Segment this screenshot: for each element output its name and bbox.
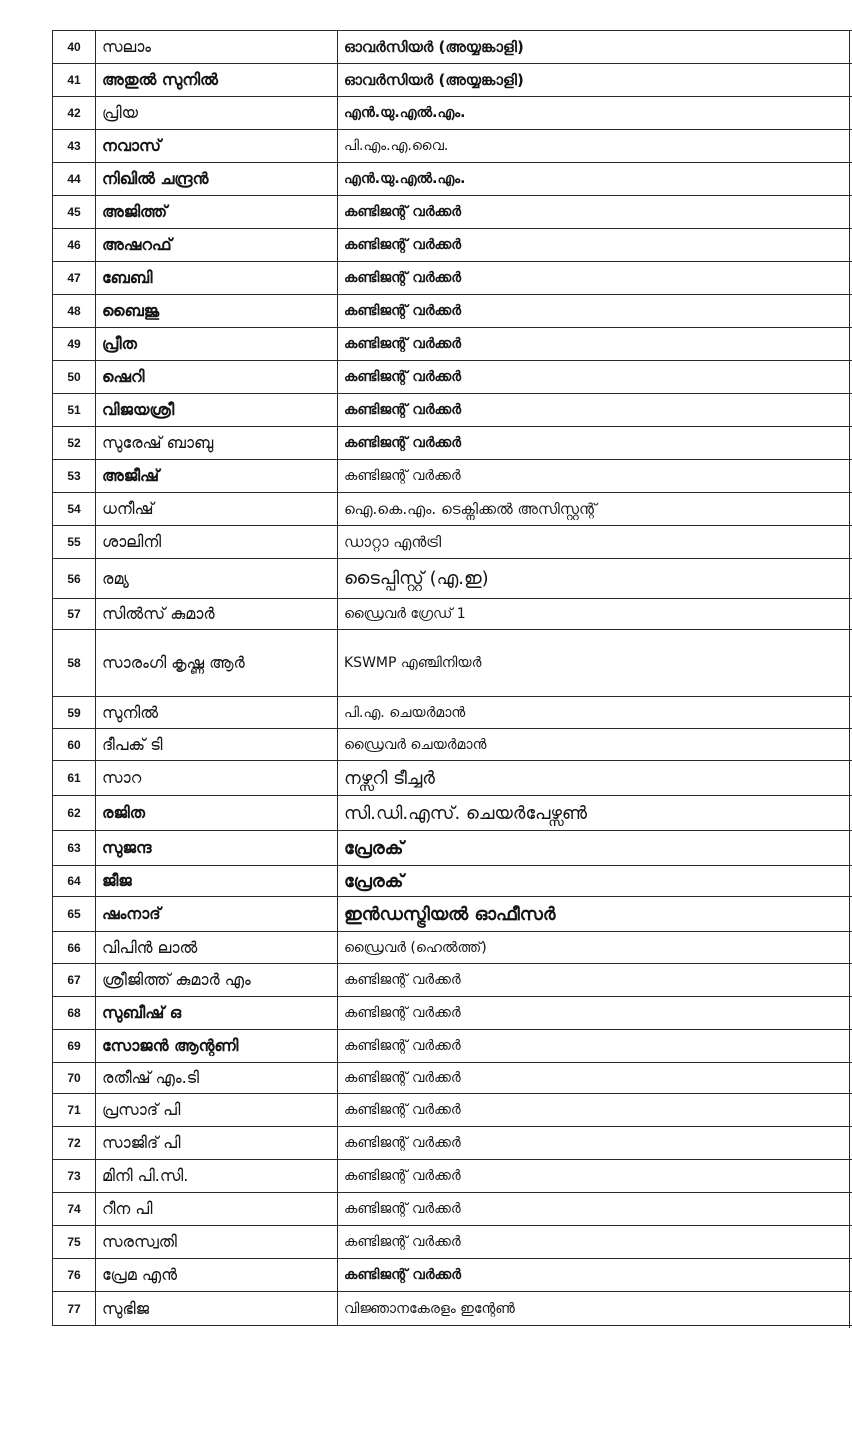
staff-designation: കണ്ടിജന്റ് വർക്കർ <box>338 964 852 997</box>
staff-roster-table <box>52 30 852 1326</box>
serial-number: 55 <box>53 526 96 559</box>
table-row <box>53 493 852 526</box>
serial-number: 59 <box>53 697 96 729</box>
serial-number: 48 <box>53 295 96 328</box>
table-row <box>53 964 852 997</box>
staff-designation: കണ്ടിജന്റ് വർക്കർ <box>338 328 852 361</box>
staff-name: പ്രസാദ് പി <box>96 1094 338 1127</box>
table-row <box>53 460 852 493</box>
staff-designation: കണ്ടിജന്റ് വർക്കർ <box>338 361 852 394</box>
table-row <box>53 1193 852 1226</box>
staff-designation: വിജ്ഞാനകേരളം ഇന്റേൺ <box>338 1292 852 1326</box>
staff-designation: കണ്ടിജന്റ് വർക്കർ <box>338 1226 852 1259</box>
staff-name: സുബീഷ് ഒ <box>96 997 338 1030</box>
staff-name: റീന പി <box>96 1193 338 1226</box>
staff-designation: കണ്ടിജന്റ് വർക്കർ <box>338 1063 852 1094</box>
staff-designation: പ്രേരക് <box>338 866 852 897</box>
serial-number: 70 <box>53 1063 96 1094</box>
table-row <box>53 997 852 1030</box>
staff-name: സാരംഗി കൃഷ്ണ ആർ <box>96 630 338 697</box>
serial-number: 77 <box>53 1292 96 1326</box>
staff-name: പ്രീത <box>96 328 338 361</box>
table-row <box>53 31 852 64</box>
table-row <box>53 796 852 831</box>
table-row <box>53 630 852 697</box>
serial-number: 51 <box>53 394 96 427</box>
serial-number: 43 <box>53 130 96 163</box>
staff-name: സുരേഷ് ബാബു <box>96 427 338 460</box>
table-row <box>53 130 852 163</box>
serial-number: 45 <box>53 196 96 229</box>
staff-name: സരസ്വതി <box>96 1226 338 1259</box>
serial-number: 62 <box>53 796 96 831</box>
serial-number: 68 <box>53 997 96 1030</box>
table-row <box>53 262 852 295</box>
staff-designation: ഡാറ്റാ എൻട്രി <box>338 526 852 559</box>
table-row <box>53 361 852 394</box>
staff-designation: എൻ.യു.എൽ.എം. <box>338 163 852 196</box>
table-row <box>53 1226 852 1259</box>
staff-designation: ഡ്രൈവർ (ഹെൽത്ത്) <box>338 932 852 964</box>
serial-number: 54 <box>53 493 96 526</box>
table-row <box>53 1160 852 1193</box>
staff-name: വിപിൻ ലാൽ <box>96 932 338 964</box>
serial-number: 44 <box>53 163 96 196</box>
serial-number: 64 <box>53 866 96 897</box>
staff-name: സാറ <box>96 761 338 796</box>
serial-number: 67 <box>53 964 96 997</box>
staff-designation: കണ്ടിജന്റ് വർക്കർ <box>338 997 852 1030</box>
staff-roster-body <box>53 31 852 1326</box>
table-row <box>53 196 852 229</box>
staff-name: രതീഷ് എം.ടി <box>96 1063 338 1094</box>
serial-number: 50 <box>53 361 96 394</box>
staff-designation: പ്രേരക് <box>338 831 852 866</box>
staff-name: അജിത്ത് <box>96 196 338 229</box>
serial-number: 41 <box>53 64 96 97</box>
serial-number: 71 <box>53 1094 96 1127</box>
serial-number: 66 <box>53 932 96 964</box>
serial-number: 73 <box>53 1160 96 1193</box>
table-row <box>53 295 852 328</box>
staff-designation: ഐ.കെ.എം. ടെക്നിക്കൽ അസിസ്റ്റന്റ് <box>338 493 852 526</box>
table-row <box>53 1030 852 1063</box>
table-row <box>53 328 852 361</box>
table-row <box>53 932 852 964</box>
staff-name: സാജിദ് പി <box>96 1127 338 1160</box>
staff-name: വിജയശ്രീ <box>96 394 338 427</box>
table-row <box>53 831 852 866</box>
serial-number: 63 <box>53 831 96 866</box>
serial-number: 65 <box>53 897 96 932</box>
serial-number: 76 <box>53 1259 96 1292</box>
staff-designation: കണ്ടിജന്റ് വർക്കർ <box>338 295 852 328</box>
staff-name: ശാലിനി <box>96 526 338 559</box>
table-row <box>53 599 852 630</box>
serial-number: 47 <box>53 262 96 295</box>
staff-designation: ഓവർസിയർ (അയ്യങ്കാളി) <box>338 31 852 64</box>
table-row <box>53 163 852 196</box>
staff-designation: ഡ്രൈവർ ഗ്രേഡ് 1 <box>338 599 852 630</box>
table-row <box>53 761 852 796</box>
staff-name: പ്രേമ എൻ <box>96 1259 338 1292</box>
staff-designation: കണ്ടിജന്റ് വർക്കർ <box>338 262 852 295</box>
staff-designation: കണ്ടിജന്റ് വർക്കർ <box>338 1160 852 1193</box>
staff-name: അജീഷ് <box>96 460 338 493</box>
table-row <box>53 729 852 761</box>
staff-name: മിനി പി.സി. <box>96 1160 338 1193</box>
serial-number: 60 <box>53 729 96 761</box>
staff-name: സുനിൽ <box>96 697 338 729</box>
staff-designation: ഡ്രൈവർ ചെയർമാൻ <box>338 729 852 761</box>
serial-number: 40 <box>53 31 96 64</box>
table-row <box>53 526 852 559</box>
serial-number: 53 <box>53 460 96 493</box>
staff-designation: കണ്ടിജന്റ് വർക്കർ <box>338 1127 852 1160</box>
serial-number: 49 <box>53 328 96 361</box>
staff-name: അതുൽ സുനിൽ <box>96 64 338 97</box>
staff-name: ജീജ <box>96 866 338 897</box>
staff-designation: കണ്ടിജന്റ് വർക്കർ <box>338 1094 852 1127</box>
document-page <box>52 30 852 1326</box>
serial-number: 74 <box>53 1193 96 1226</box>
serial-number: 69 <box>53 1030 96 1063</box>
staff-name: സലാം <box>96 31 338 64</box>
serial-number: 52 <box>53 427 96 460</box>
staff-name: ഷെറി <box>96 361 338 394</box>
table-row <box>53 1292 852 1326</box>
serial-number: 57 <box>53 599 96 630</box>
staff-name: രജിത <box>96 796 338 831</box>
staff-designation: കണ്ടിജന്റ് വർക്കർ <box>338 229 852 262</box>
page-edge-line <box>849 30 850 1328</box>
staff-name: സോജൻ ആന്റണി <box>96 1030 338 1063</box>
staff-designation: കണ്ടിജന്റ് വർക്കർ <box>338 1193 852 1226</box>
table-row <box>53 427 852 460</box>
staff-designation: കണ്ടിജന്റ് വർക്കർ <box>338 1259 852 1292</box>
staff-designation: ഓവർസിയർ (അയ്യങ്കാളി) <box>338 64 852 97</box>
staff-designation: ഇൻഡസ്ട്രിയൽ ഓഫീസർ <box>338 897 852 932</box>
staff-designation: പി.എം.എ.വൈ. <box>338 130 852 163</box>
table-row <box>53 866 852 897</box>
serial-number: 42 <box>53 97 96 130</box>
staff-name: സുജന്ദ <box>96 831 338 866</box>
staff-name: രമ്യ <box>96 559 338 599</box>
serial-number: 58 <box>53 630 96 697</box>
staff-name: ധനീഷ് <box>96 493 338 526</box>
staff-name: ബൈജു <box>96 295 338 328</box>
serial-number: 61 <box>53 761 96 796</box>
serial-number: 75 <box>53 1226 96 1259</box>
serial-number: 56 <box>53 559 96 599</box>
staff-designation: കണ്ടിജന്റ് വർക്കർ <box>338 460 852 493</box>
staff-designation: പി.എ. ചെയർമാൻ <box>338 697 852 729</box>
serial-number: 72 <box>53 1127 96 1160</box>
staff-designation: എൻ.യു.എൽ.എം. <box>338 97 852 130</box>
table-row <box>53 897 852 932</box>
staff-designation: ടൈപ്പിസ്റ്റ് (എ.ഇ) <box>338 559 852 599</box>
staff-name: അഷറഫ് <box>96 229 338 262</box>
staff-designation: നഴ്സറി ടീച്ചർ <box>338 761 852 796</box>
staff-designation: കണ്ടിജന്റ് വർക്കർ <box>338 196 852 229</box>
table-row <box>53 229 852 262</box>
staff-name: നവാസ് <box>96 130 338 163</box>
staff-name: സിൽസ് കുമാർ <box>96 599 338 630</box>
staff-designation: സി.ഡി.എസ്. ചെയർപേഴ്സൺ <box>338 796 852 831</box>
table-row <box>53 697 852 729</box>
table-row <box>53 394 852 427</box>
table-row <box>53 64 852 97</box>
staff-name: സുഭിജ <box>96 1292 338 1326</box>
staff-name: ബേബി <box>96 262 338 295</box>
table-row <box>53 1094 852 1127</box>
table-row <box>53 559 852 599</box>
staff-designation: KSWMP എഞ്ചിനിയർ <box>338 630 852 697</box>
staff-designation: കണ്ടിജന്റ് വർക്കർ <box>338 394 852 427</box>
table-row <box>53 1127 852 1160</box>
serial-number: 46 <box>53 229 96 262</box>
staff-name: ദീപക് ടി <box>96 729 338 761</box>
staff-name: പ്രിയ <box>96 97 338 130</box>
staff-designation: കണ്ടിജന്റ് വർക്കർ <box>338 1030 852 1063</box>
table-row <box>53 1259 852 1292</box>
staff-name: ശ്രീജിത്ത് കുമാർ എം <box>96 964 338 997</box>
staff-name: നിഖിൽ ചന്ദ്രൻ <box>96 163 338 196</box>
staff-designation: കണ്ടിജന്റ് വർക്കർ <box>338 427 852 460</box>
table-row <box>53 1063 852 1094</box>
table-row <box>53 97 852 130</box>
staff-name: ഷംനാദ് <box>96 897 338 932</box>
